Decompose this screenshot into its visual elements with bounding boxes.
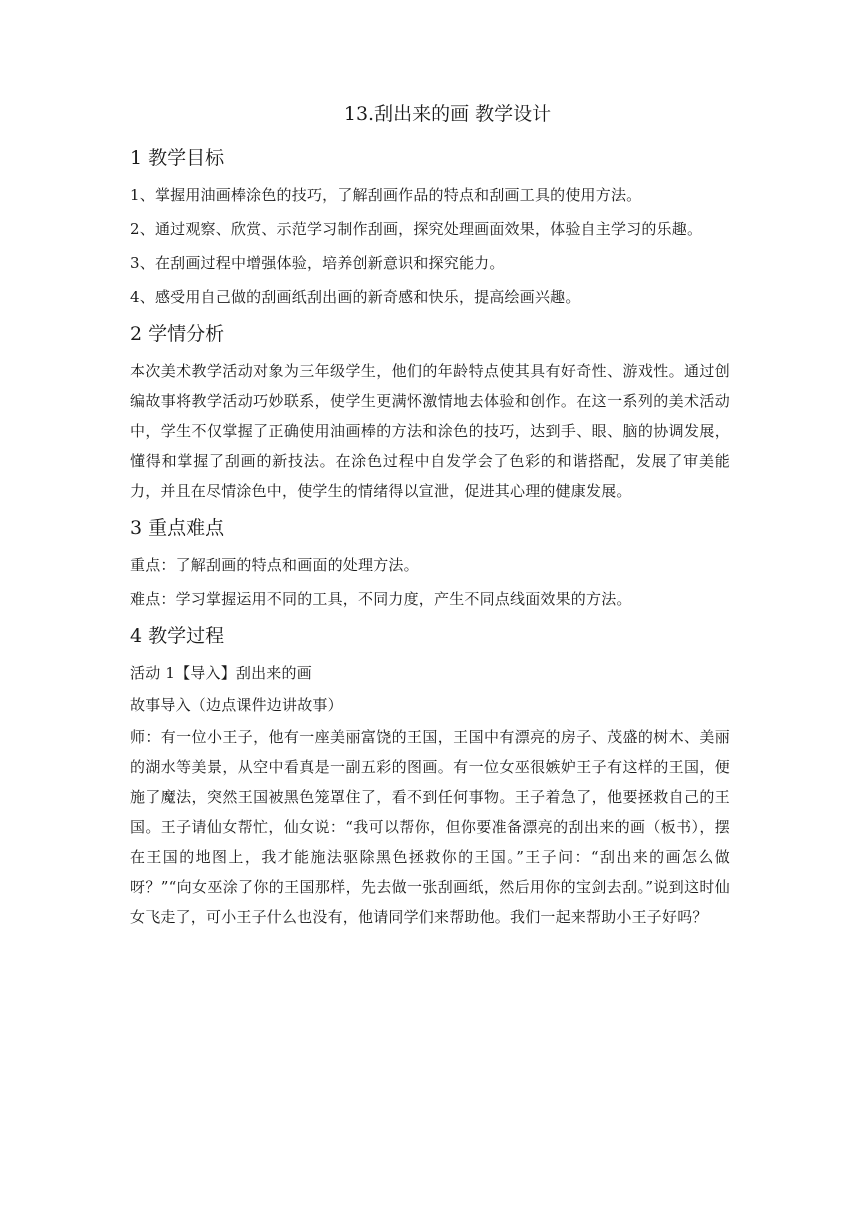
story-paragraph: 师：有一位小王子，他有一座美丽富饶的王国，王国中有漂亮的房子、茂盛的树木、美丽的湖水等美景，从空中看真是一副五彩的图画。有一位女巫很嫉妒王子有这样的王国，便施了魔法，突然王国被黑色笼罩住了，看不到任何事物。王子着急了，他要拯救自己的王国。王子请仙女帮忙，仙女说：“我可以帮你，但你要准备漂亮的刮出来的画（板书），摆在王国的地图上，我才能施法驱除黑色拯救你的王国。”王子问：“刮出来的画怎么做呀？”“向女巫涂了你的王国那样，先去做一张刮画纸，然后用你的宝剑去刮。”说到这时仙女飞走了，可小王子什么也没有，他请同学们来帮助他。我们一起来帮助小王子好吗？ xyxy=(130,728,730,926)
document-content xyxy=(130,100,730,936)
student-analysis-paragraph: 本次美术教学活动对象为三年级学生，他们的年龄特点使其具有好奇性、游戏性。通过创编故事将教学活动巧妙联系，使学生更满怀激情地去体验和创作。在这一系列的美术活动中，学生不仅掌握了正确使用油画棒的方法和涂色的技巧，达到手、眼、脑的协调发展，懂得和掌握了刮画的新技法。在涂色过程中自发学会了色彩的和谐搭配，发展了审美能力，并且在尽情涂色中，使学生的情绪得以宣泄，促进其心理的健康发展。 xyxy=(130,362,730,500)
activity-subheading: 故事导入（边点课件边讲故事） xyxy=(130,696,343,714)
activity-heading: 活动 1【导入】刮出来的画 xyxy=(130,664,312,682)
difficult-point-paragraph: 难点：学习掌握运用不同的工具，不同力度，产生不同点线面效果的方法。 xyxy=(130,590,632,608)
section-heading-key-points: 3 重点难点 xyxy=(130,517,225,539)
page-title: 13.刮出来的画 教学设计 xyxy=(343,103,552,125)
objective-paragraph: 2、通过观察、欣赏、示范学习制作刮画，探究处理画面效果，体验自主学习的乐趣。 xyxy=(130,220,703,238)
objective-paragraph: 1、掌握用油画棒涂色的技巧，了解刮画作品的特点和刮画工具的使用方法。 xyxy=(130,186,642,204)
section-heading-teaching-process: 4 教学过程 xyxy=(130,625,225,647)
key-point-paragraph: 重点：了解刮画的特点和画面的处理方法。 xyxy=(130,556,419,574)
section-heading-student-analysis: 2 学情分析 xyxy=(130,323,225,345)
objective-paragraph: 3、在刮画过程中增强体验，培养创新意识和探究能力。 xyxy=(130,254,505,272)
section-heading-objectives: 1 教学目标 xyxy=(130,147,225,169)
objective-paragraph: 4、感受用自己做的刮画纸刮出画的新奇感和快乐，提高绘画兴趣。 xyxy=(130,288,581,306)
